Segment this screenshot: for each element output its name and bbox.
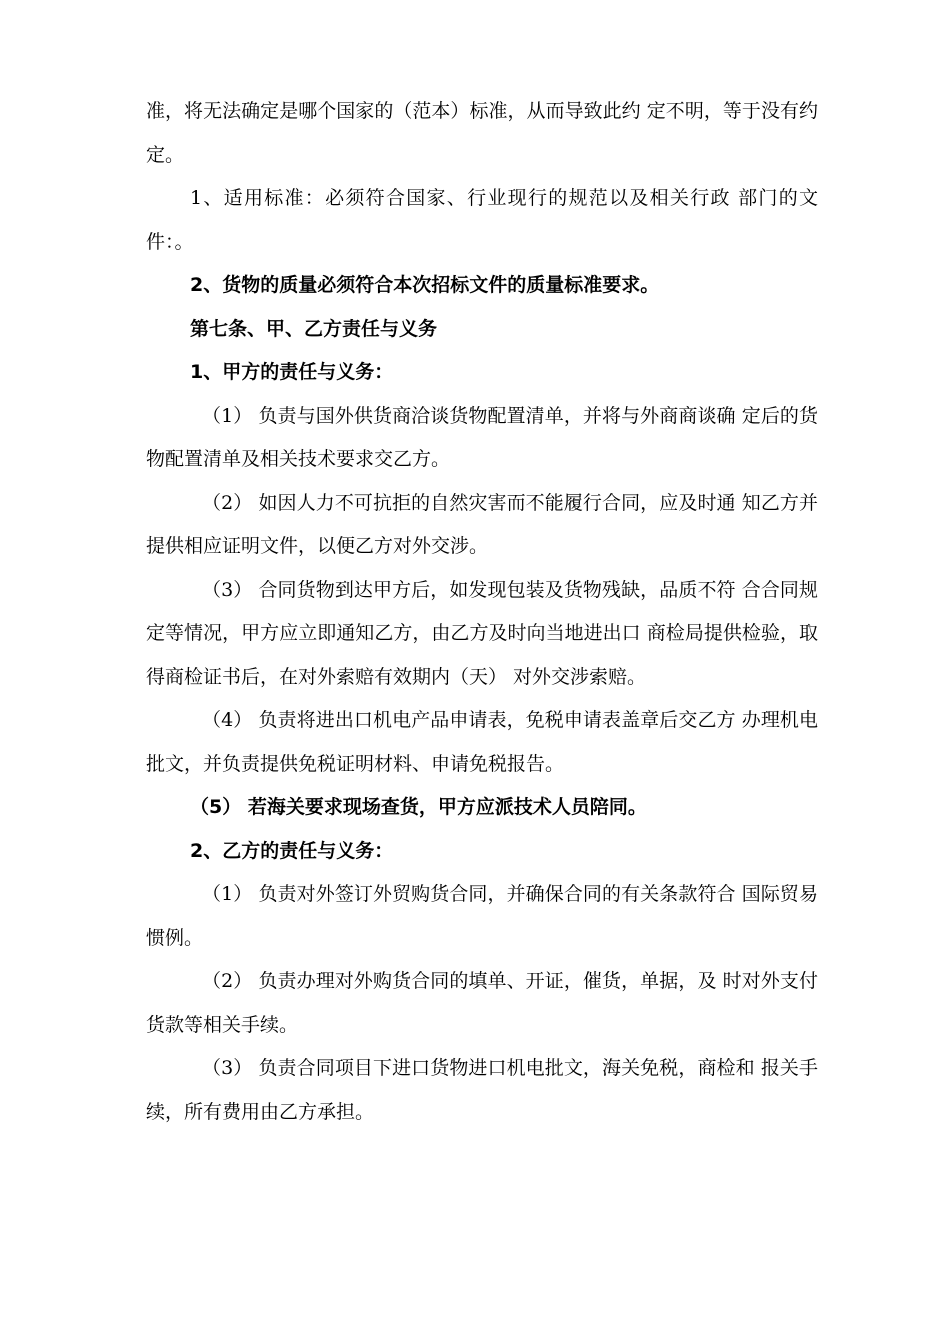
paragraph-party-b-item-3: （3） 负责合同项目下进口货物进口机电批文，海关免税，商检和 报关手续，所有费用由乙方承担。: [146, 1057, 818, 1123]
document-body: [146, 90, 818, 1134]
paragraph-party-a-item-3: （3） 合同货物到达甲方后，如发现包装及货物残缺，品质不符 合合同规定等情况，甲方应立即通知乙方，由乙方及时向当地进出口 商检局提供检验，取得商检证书后，在对外索赔有效期内（天） 对外交涉索赔。: [146, 578, 818, 688]
paragraph-quality-requirement: 2、货物的质量必须符合本次招标文件的质量标准要求。: [190, 274, 660, 296]
paragraph-party-b-item-2: （2） 负责办理对外购货合同的填单、开证，催货，单据，及 时对外支付货款等相关手续。: [146, 970, 818, 1036]
subheading-party-b-duties: 2、乙方的责任与义务：: [190, 839, 394, 862]
paragraph-party-a-item-4: （4） 负责将进出口机电产品申请表，免税申请表盖章后交乙方 办理机电批文，并负责提供免税证明材料、申请免税报告。: [146, 709, 818, 775]
paragraph-party-b-item-1: （1） 负责对外签订外贸购货合同，并确保合同的有关条款符合 国际贸易惯例。: [146, 883, 818, 949]
section-heading-article-7: 第七条、甲、乙方责任与义务: [190, 317, 438, 340]
subheading-party-a-duties: 1、甲方的责任与义务：: [190, 361, 394, 383]
paragraph-standard-1: 1、适用标准：必须符合国家、行业现行的规范以及相关行政 部门的文件：。: [146, 187, 818, 253]
paragraph-party-a-item-2: （2） 如因人力不可抗拒的自然灾害而不能履行合同，应及时通 知乙方并提供相应证明文件，以便乙方对外交涉。: [146, 491, 818, 557]
paragraph-party-a-item-1: （1） 负责与国外供货商洽谈货物配置清单，并将与外商商谈确 定后的货物配置清单及相关技术要求交乙方。: [146, 404, 818, 470]
paragraph-party-a-item-5: （5） 若海关要求现场查货，甲方应派技术人员陪同。: [190, 796, 647, 818]
paragraph-continuation: 准，将无法确定是哪个国家的（范本）标准，从而导致此约 定不明，等于没有约定。: [146, 100, 818, 166]
